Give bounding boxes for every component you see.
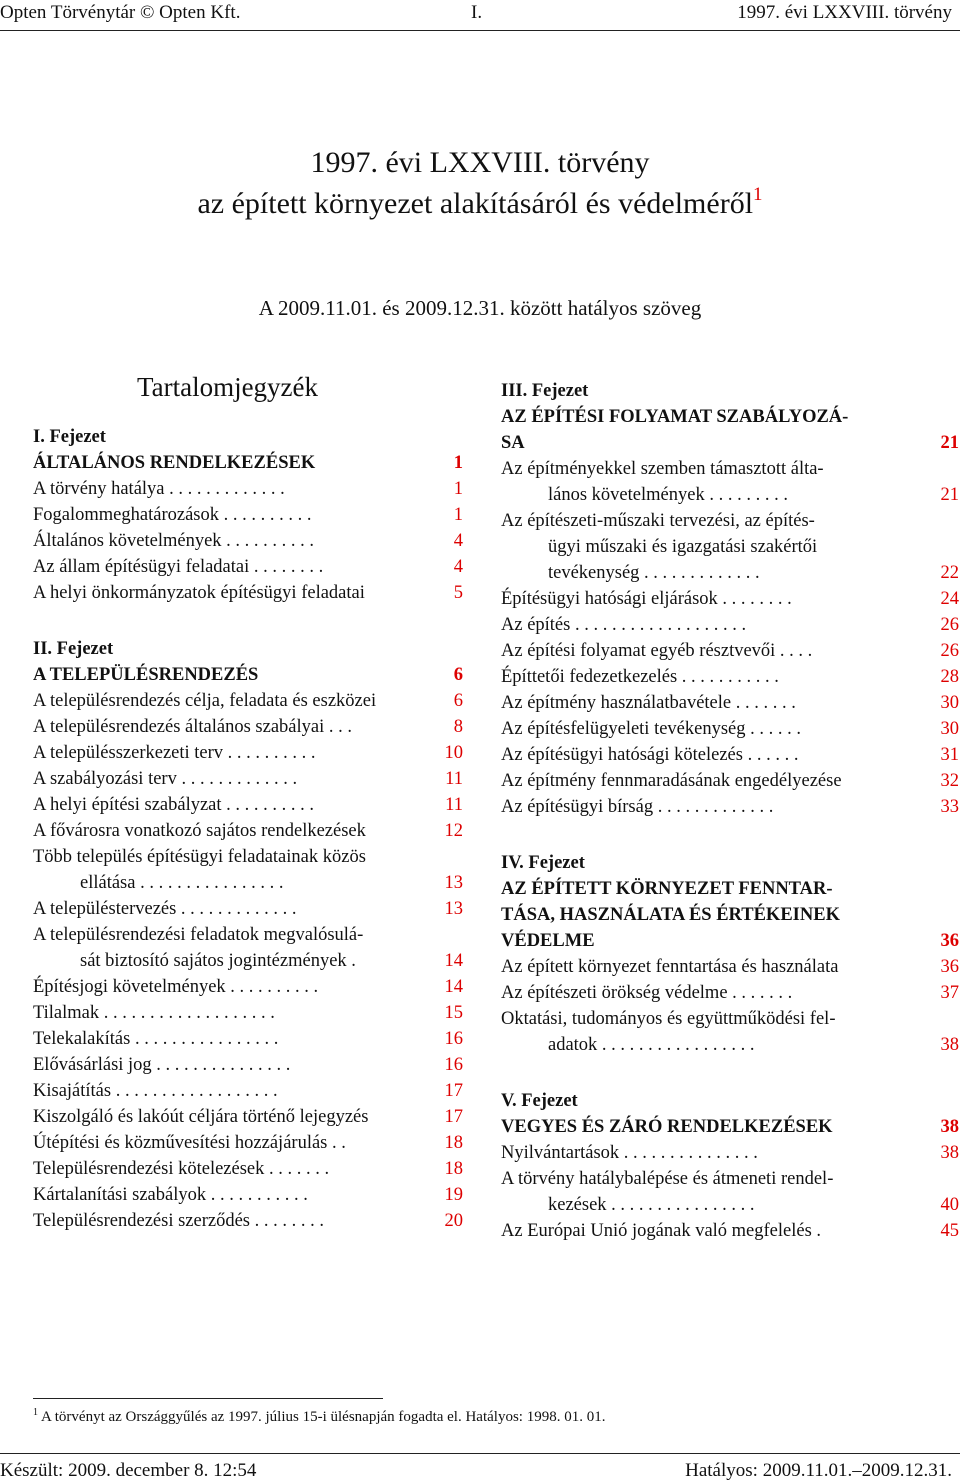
toc-entry-text: Építésjogi követelmények . . . . . . . . . . [33,977,319,997]
page-number: 11 [445,795,463,815]
toc-entry-text: Kisajátítás . . . . . . . . . . . . . . . . . . [33,1081,278,1101]
toc-entry-text: Kiszolgáló és lakóút céljára történő lejegyzés [33,1107,369,1127]
footnote-text: A törvényt az Országgyűlés az 1997. július 15-i ülésnapján fogadta el. Hatályos: 1998. 01. 01. [41,1409,606,1425]
chapter-4-title-line1[interactable] [501,876,959,902]
page-number: 16 [444,1055,463,1075]
footer-created: Készült: 2009. december 8. 12:54 [0,1460,257,1481]
toc-entry-text: Útépítési és közművesítési hozzájárulás . . [33,1133,346,1153]
toc-entry-text: Több település építésügyi feladatainak közös [33,847,366,867]
toc-entry[interactable] [33,554,463,580]
chapter-1-label: I. Fejezet [33,427,106,447]
page-number: 38 [940,1143,959,1163]
toc-entry[interactable] [501,482,959,508]
footer-divider [0,1453,960,1454]
toc-entry[interactable] [33,1078,463,1104]
toc-entry-text: A törvény hatálya . . . . . . . . . . . . . [33,479,285,499]
chapter-3-title-text: AZ ÉPÍTÉSI FOLYAMAT SZABÁLYOZÁ- [501,407,849,427]
toc-entry-text: kezések . . . . . . . . . . . . . . . . [548,1195,755,1215]
toc-entry-chapter-3[interactable] [501,430,959,456]
toc-entry-text: A fővárosra vonatkozó sajátos rendelkezések [33,821,366,841]
page-number: 32 [940,771,959,791]
toc-entry[interactable] [33,476,463,502]
toc-entry[interactable] [33,502,463,528]
page-number: 26 [940,641,959,661]
page-number: 6 [453,665,463,685]
toc-entry[interactable] [33,740,463,766]
page-header [0,2,960,26]
toc-entry-text: ellátása . . . . . . . . . . . . . . . . [80,873,284,893]
toc-entry[interactable] [33,792,463,818]
page-number: 17 [444,1081,463,1101]
page-number: 13 [444,899,463,919]
footnote-mark: 1 [33,1407,38,1418]
toc-entry-text: Kártalanítási szabályok . . . . . . . . . . . [33,1185,308,1205]
chapter-4-title-text-2: TÁSA, HASZNÁLATA ÉS ÉRTÉKEINEK [501,905,840,925]
toc-entry-text: Építésügyi hatósági eljárások . . . . . . . . [501,589,792,609]
toc-entry-chapter-2[interactable] [33,662,463,688]
footnote [33,1407,605,1426]
footnote-ref-link[interactable]: 1 [753,184,763,205]
toc-entry-text: Elővásárlási jog . . . . . . . . . . . . . . . [33,1055,291,1075]
toc-entry-text: Az építésügyi bírság . . . . . . . . . . . . . [501,797,774,817]
toc-entry-text: A helyi építési szabályzat . . . . . . . . . . [33,795,315,815]
chapter-4-label: IV. Fejezet [501,853,585,873]
page-number: 31 [940,745,959,765]
page-number: 45 [940,1221,959,1241]
page-number: 10 [444,743,463,763]
toc-entry[interactable] [33,870,463,896]
toc-entry[interactable] [501,560,959,586]
page-number: 4 [453,531,463,551]
chapter-3-items [501,456,959,820]
chapter-1-items [33,476,463,606]
toc-entry-text: A helyi önkormányzatok építésügyi feladatai [33,583,365,603]
toc-entry-text: Tilalmak . . . . . . . . . . . . . . . . . . . [33,1003,275,1023]
page-number: 24 [940,589,959,609]
page-number: 38 [940,1117,959,1137]
page-number: 17 [444,1107,463,1127]
page-number: 20 [444,1211,463,1231]
chapter-4-title-text: AZ ÉPÍTETT KÖRNYEZET FENNTAR- [501,879,833,899]
toc-entry-text: Az épített környezet fenntartása és használata [501,957,839,977]
toc-entry[interactable] [501,586,959,612]
toc-entry-text: Telekalakítás . . . . . . . . . . . . . . . . [33,1029,279,1049]
toc-entry-text: lános követelmények . . . . . . . . . [548,485,788,505]
toc-entry[interactable] [33,1130,463,1156]
toc-entry-text: Az építési folyamat egyéb résztvevői . . . . [501,641,813,661]
page-number: 18 [444,1133,463,1153]
toc-entry[interactable] [33,528,463,554]
toc-entry[interactable] [501,794,959,820]
toc-entry-text: A szabályozási terv . . . . . . . . . . . . . [33,769,298,789]
toc-entry-text: ügyi műszaki és igazgatási szakértői [548,537,818,557]
chapter-3-title-text-2: SA [501,433,525,453]
toc-left-column [33,424,463,1234]
toc-entry-chapter-1[interactable] [33,450,463,476]
toc-entry-text: Az Európai Unió jogának való megfelelés . [501,1221,822,1241]
toc-entry[interactable] [33,1156,463,1182]
page-number: 18 [444,1159,463,1179]
page-number: 28 [940,667,959,687]
toc-entry[interactable] [501,1218,959,1244]
toc-entry-text: Az építmény használatbavétele . . . . . . . [501,693,796,713]
toc-entry[interactable] [501,1192,959,1218]
page-number: 4 [453,557,463,577]
page-number: 19 [444,1185,463,1205]
toc-entry-text: Az építésügyi hatósági kötelezés . . . . . . [501,745,799,765]
law-subtitle [0,184,960,221]
toc-entry-chapter-5[interactable] [501,1114,959,1140]
toc-entry[interactable] [501,638,959,664]
chapter-2-items [33,688,463,1234]
toc-entry-text: Építtetői fedezetkezelés . . . . . . . . . . . [501,667,779,687]
header-law-title: 1997. évi LXXVIII. törvény [737,2,952,23]
page-number: 26 [940,615,959,635]
toc-entry[interactable] [33,818,463,844]
page-number: 36 [940,931,959,951]
law-title: 1997. évi LXXVIII. törvény [310,146,650,179]
toc-entry-text: Az építményekkel szemben támasztott álta- [501,459,824,479]
chapter-4-title-text-3: VÉDELME [501,931,595,951]
page-number: 15 [444,1003,463,1023]
chapter-2-title: A TELEPÜLÉSRENDEZÉS [33,665,259,685]
toc-entry[interactable] [33,1182,463,1208]
toc-entry[interactable] [33,1104,463,1130]
header-publisher: Opten Törvénytár © Opten Kft. [0,2,241,23]
toc-entry-text: A településrendezés általános szabályai . . . [33,717,352,737]
chapter-4-items [501,954,959,1058]
page-number: 33 [940,797,959,817]
toc-entry[interactable] [501,768,959,794]
toc-entry[interactable] [501,690,959,716]
toc-right-column [501,378,959,1244]
header-divider [0,30,960,31]
toc-entry-text: Oktatási, tudományos és együttműködési fel- [501,1009,836,1029]
page-number: 8 [453,717,463,737]
page-number: 37 [940,983,959,1003]
toc-entry-text: Nyilvántartások . . . . . . . . . . . . . . . [501,1143,758,1163]
toc-entry[interactable] [33,974,463,1000]
toc-entry-text: Az építmény fennmaradásának engedélyezése [501,771,842,791]
chapter-4-title-line2[interactable] [501,902,959,928]
chapter-3-title-line1[interactable] [501,404,959,430]
toc-entry[interactable] [501,508,959,534]
page-number: 11 [445,769,463,789]
page-number: 6 [453,691,463,711]
page-number: 30 [940,719,959,739]
page-number: 14 [444,951,463,971]
toc-entry-text: Településrendezési kötelezések . . . . . . . [33,1159,330,1179]
page-number: 1 [453,479,463,499]
page-number: 30 [940,693,959,713]
toc-heading: Tartalomjegyzék [137,372,319,402]
page-number: 1 [453,505,463,525]
toc-entry[interactable] [33,844,463,870]
page-number: 14 [444,977,463,997]
toc-entry-text: tevékenység . . . . . . . . . . . . . [548,563,760,583]
chapter-1-title: ÁLTALÁNOS RENDELKEZÉSEK [33,453,316,473]
toc-entry[interactable] [33,714,463,740]
toc-entry[interactable] [501,612,959,638]
page-number: 13 [444,873,463,893]
page-number: 40 [940,1195,959,1215]
toc-entry[interactable] [33,1026,463,1052]
toc-entry[interactable] [501,716,959,742]
page-number: 38 [940,1035,959,1055]
toc-entry[interactable] [33,922,463,948]
page-number: 5 [453,583,463,603]
chapter-5-label: V. Fejezet [501,1091,578,1111]
toc-entry-text: Az építészeti-műszaki tervezési, az építés- [501,511,815,531]
toc-entry[interactable] [501,456,959,482]
page-number: 36 [940,957,959,977]
toc-entry[interactable] [501,534,959,560]
page-number: 22 [940,563,959,583]
law-subtitle-text: az épített környezet alakításáról és védelméről [197,187,754,220]
footnote-divider [33,1398,383,1399]
toc-entry[interactable] [33,1052,463,1078]
toc-entry[interactable] [33,948,463,974]
toc-entry[interactable] [501,664,959,690]
toc-entry[interactable] [501,1032,959,1058]
page-number: 1 [453,453,463,473]
toc-entry-text: Az állam építésügyi feladatai . . . . . . . . [33,557,324,577]
toc-entry[interactable] [501,1140,959,1166]
toc-entry[interactable] [501,954,959,980]
toc-entry-text: Általános követelmények . . . . . . . . . . [33,531,315,551]
toc-entry-text: Az építés . . . . . . . . . . . . . . . . . . . [501,615,747,635]
toc-entry[interactable] [33,1000,463,1026]
toc-entry[interactable] [501,1166,959,1192]
toc-entry-text: A településszerkezeti terv . . . . . . . . . . [33,743,316,763]
chapter-3-label: III. Fejezet [501,381,589,401]
toc-entry-text: sát biztosító sajátos jogintézmények . [80,951,356,971]
footer-validity: Hatályos: 2009.11.01.–2009.12.31. [685,1460,952,1481]
chapter-2-label: II. Fejezet [33,639,114,659]
validity-note: A 2009.11.01. és 2009.12.31. között hatályos szöveg [258,296,702,320]
toc-entry-text: A településtervezés . . . . . . . . . . . . . [33,899,297,919]
toc-entry[interactable] [33,1208,463,1234]
toc-entry[interactable] [33,896,463,922]
header-part: I. [471,2,483,23]
page-number: 12 [444,821,463,841]
page-number: 21 [940,485,959,505]
toc-entry-text: Az építésfelügyeleti tevékenység . . . . . . [501,719,802,739]
page-number: 21 [940,433,959,453]
toc-entry[interactable] [33,580,463,606]
toc-entry[interactable] [33,766,463,792]
toc-entry-text: Fogalommeghatározások . . . . . . . . . . [33,505,312,525]
toc-entry-text: Településrendezési szerződés . . . . . . . . [33,1211,324,1231]
toc-entry-chapter-4[interactable] [501,928,959,954]
toc-entry-text: Az építészeti örökség védelme . . . . . . . [501,983,793,1003]
toc-entry[interactable] [501,742,959,768]
toc-entry-text: A törvény hatálybalépése és átmeneti rendel- [501,1169,834,1189]
toc-entry[interactable] [33,688,463,714]
chapter-5-title: VEGYES ÉS ZÁRÓ RENDELKEZÉSEK [501,1117,833,1137]
toc-entry[interactable] [501,1006,959,1032]
toc-entry[interactable] [501,980,959,1006]
toc-entry-text: adatok . . . . . . . . . . . . . . . . . [548,1035,755,1055]
toc-entry-text: A településrendezési feladatok megvalósulá- [33,925,364,945]
page-number: 16 [444,1029,463,1049]
chapter-5-items [501,1140,959,1244]
toc-entry-text: A településrendezés célja, feladata és eszközei [33,691,377,711]
